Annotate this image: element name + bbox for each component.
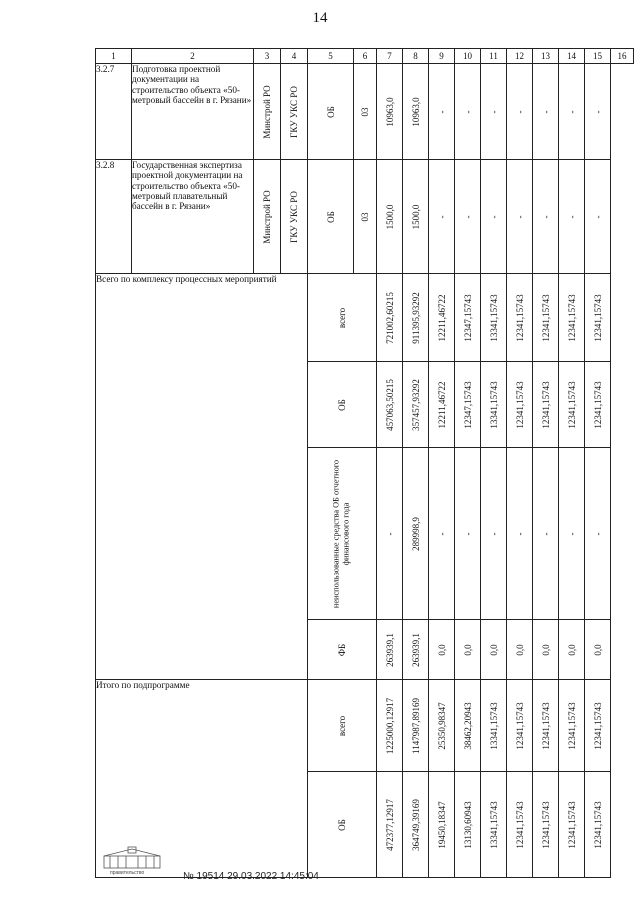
column-number-cell: 15 [585, 49, 611, 64]
column-number-cell: 1 [96, 49, 132, 64]
cell-text: 13341,15743 [488, 380, 499, 429]
cell-text: 0,0 [488, 643, 499, 656]
logo-caption: правительство [110, 870, 145, 876]
cell-text: 472377,12917 [384, 798, 395, 851]
cell-text: 263939,1 [410, 632, 421, 667]
cell-text: - [436, 110, 447, 113]
cell-text: - [592, 215, 603, 218]
document-stamp [183, 871, 319, 882]
value-cell [533, 362, 559, 448]
value-cell [481, 362, 507, 448]
cell-text: 289998,9 [410, 516, 421, 551]
value-cell [403, 448, 429, 620]
value-cell [429, 680, 455, 772]
cell-text: 12341,15743 [592, 701, 603, 750]
cell-text: Минстрой РО [261, 84, 272, 139]
cell-text: - [462, 532, 473, 535]
value-cell [507, 64, 533, 160]
value-cell [533, 160, 559, 274]
value-cell [455, 620, 481, 680]
value-cell [559, 160, 585, 274]
activity-participant [281, 160, 308, 274]
cell-text: 13341,15743 [488, 701, 499, 750]
cell-text: 12341,15743 [592, 800, 603, 849]
value-cell [403, 64, 429, 160]
cell-text: 1500,0 [384, 204, 395, 229]
total-label: Всего по комплексу процессных мероприятий [96, 274, 308, 680]
value-cell [377, 274, 403, 362]
cell-text: 12341,15743 [540, 800, 551, 849]
value-cell [585, 160, 611, 274]
cell-text: - [592, 110, 603, 113]
value-cell [429, 64, 455, 160]
cell-text: - [592, 532, 603, 535]
value-cell [533, 64, 559, 160]
cell-text: 263939,1 [384, 632, 395, 667]
value-cell [559, 620, 585, 680]
cell-text: 721002,60215 [384, 291, 395, 344]
cell-text: 38462,20943 [462, 701, 473, 750]
value-cell [455, 680, 481, 772]
column-number-cell: 14 [559, 49, 585, 64]
cell-text: 0,0 [592, 643, 603, 656]
value-cell [377, 448, 403, 620]
value-cell [455, 64, 481, 160]
activity-name: Государственная экспертиза проектной документации на строительство объекта «50-метровый плавательный бассейн в г. Рязани» [132, 160, 254, 274]
cell-text: всего [336, 715, 347, 736]
value-cell [585, 274, 611, 362]
activity-source [308, 64, 354, 160]
cell-text: - [514, 110, 525, 113]
cell-text: 12341,15743 [592, 380, 603, 429]
cell-text: 12341,15743 [514, 701, 525, 750]
value-cell [507, 362, 533, 448]
cell-text: 1225000,12917 [384, 697, 395, 754]
cell-text: ОБ [336, 398, 347, 411]
value-cell [429, 620, 455, 680]
cell-text: 03 [359, 107, 370, 116]
value-cell [403, 274, 429, 362]
value-cell [455, 160, 481, 274]
value-cell [559, 274, 585, 362]
value-cell [559, 680, 585, 772]
budget-table [95, 48, 634, 878]
value-cell [585, 680, 611, 772]
column-number-row [96, 49, 634, 64]
cell-text: неиспользованные средства ОБ отчетного финансового года [331, 459, 351, 608]
government-logo [98, 846, 168, 876]
value-cell [481, 448, 507, 620]
column-number-cell: 7 [377, 49, 403, 64]
cell-text: 1500,0 [410, 204, 421, 229]
value-cell [481, 772, 507, 878]
value-cell [403, 680, 429, 772]
cell-text: - [462, 215, 473, 218]
cell-text: 12347,15743 [462, 380, 473, 429]
cell-text: - [488, 110, 499, 113]
cell-text: Минстрой РО [261, 189, 272, 244]
value-cell [507, 680, 533, 772]
cell-text: - [566, 215, 577, 218]
cell-text: 12341,15743 [592, 293, 603, 342]
source-label-cell [308, 680, 377, 772]
column-number-cell: 6 [354, 49, 377, 64]
cell-text: ОБ [325, 210, 336, 223]
value-cell [455, 362, 481, 448]
value-cell [429, 160, 455, 274]
value-cell [429, 274, 455, 362]
cell-text: 12341,15743 [540, 380, 551, 429]
cell-text: - [514, 215, 525, 218]
column-number-cell: 8 [403, 49, 429, 64]
cell-text: ФБ [336, 643, 347, 656]
total-label: Итого по подпрограмме [96, 680, 308, 878]
cell-text: - [488, 532, 499, 535]
activity-executor [254, 160, 281, 274]
cell-text: 13341,15743 [488, 293, 499, 342]
cell-text: 457063,50215 [384, 378, 395, 431]
value-cell [455, 772, 481, 878]
value-cell [533, 448, 559, 620]
value-cell [455, 274, 481, 362]
value-cell [377, 362, 403, 448]
value-cell [533, 680, 559, 772]
value-cell [507, 620, 533, 680]
column-number-cell: 9 [429, 49, 455, 64]
cell-text: - [566, 110, 577, 113]
value-cell [559, 772, 585, 878]
cell-text: - [384, 532, 395, 535]
total-row [96, 680, 634, 772]
value-cell [585, 64, 611, 160]
cell-text: 12341,15743 [514, 293, 525, 342]
activity-code [354, 160, 377, 274]
value-cell [507, 772, 533, 878]
cell-text: ОБ [325, 105, 336, 118]
value-cell [559, 362, 585, 448]
cell-text: 13130,60943 [462, 800, 473, 849]
cell-text: - [436, 532, 447, 535]
page-number: 14 [312, 10, 328, 26]
value-cell [403, 772, 429, 878]
cell-text: - [436, 215, 447, 218]
cell-text: 12341,15743 [566, 701, 577, 750]
activity-participant [281, 64, 308, 160]
value-cell [455, 448, 481, 620]
value-cell [533, 620, 559, 680]
source-label-cell [308, 448, 377, 620]
cell-text: 25350,98347 [436, 701, 447, 750]
cell-text: 0,0 [436, 643, 447, 656]
value-cell [377, 772, 403, 878]
value-cell [481, 160, 507, 274]
source-label-cell [308, 620, 377, 680]
cell-text: 12211,46722 [436, 294, 447, 341]
activity-row [96, 160, 634, 274]
value-cell [559, 64, 585, 160]
cell-text: - [514, 532, 525, 535]
cell-text: ГКУ УКС РО [288, 85, 299, 138]
cell-text: 0,0 [514, 643, 525, 656]
value-cell [377, 620, 403, 680]
document-datetime: 29.03.2022 14:45:04 [227, 871, 319, 882]
cell-text: 0,0 [462, 643, 473, 656]
activity-number: 3.2.7 [96, 64, 132, 160]
value-cell [585, 448, 611, 620]
value-cell [429, 448, 455, 620]
source-label-cell [308, 772, 377, 878]
value-cell [377, 64, 403, 160]
total-row [96, 274, 634, 362]
value-cell [403, 620, 429, 680]
document-number: № 19514 [183, 871, 225, 882]
cell-text: 12341,15743 [566, 800, 577, 849]
column-number-cell: 13 [533, 49, 559, 64]
cell-text: - [540, 215, 551, 218]
value-cell [481, 620, 507, 680]
value-cell [481, 274, 507, 362]
cell-text: 0,0 [566, 643, 577, 656]
column-number-cell: 3 [254, 49, 281, 64]
activity-executor [254, 64, 281, 160]
column-number-cell: 11 [481, 49, 507, 64]
source-label-cell [308, 274, 377, 362]
value-cell [507, 274, 533, 362]
cell-text: - [488, 215, 499, 218]
value-cell [481, 64, 507, 160]
activity-number: 3.2.8 [96, 160, 132, 274]
column-number-cell: 4 [281, 49, 308, 64]
cell-text: 12341,15743 [566, 293, 577, 342]
value-cell [429, 362, 455, 448]
cell-text: 12341,15743 [514, 800, 525, 849]
cell-text: 12341,15743 [514, 380, 525, 429]
column-number-cell: 16 [611, 49, 634, 64]
value-cell [429, 772, 455, 878]
value-cell [585, 362, 611, 448]
cell-text: 10963,0 [384, 96, 395, 127]
value-cell [507, 160, 533, 274]
value-cell [585, 772, 611, 878]
cell-text: 12211,46722 [436, 381, 447, 428]
value-cell [559, 448, 585, 620]
cell-text: 10963,0 [410, 96, 421, 127]
value-cell [533, 772, 559, 878]
cell-text: 1147987,89169 [410, 697, 421, 754]
cell-text: 13341,15743 [488, 800, 499, 849]
cell-text: 12347,15743 [462, 293, 473, 342]
cell-text: 03 [359, 212, 370, 221]
cell-text: 911395,93292 [410, 291, 421, 344]
value-cell [507, 448, 533, 620]
value-cell [403, 160, 429, 274]
cell-text: 19450,18347 [436, 800, 447, 849]
source-label-cell [308, 362, 377, 448]
activity-name: Подготовка проектной документации на строительство объекта «50-метровый бассейн в г. Рязани» [132, 64, 254, 160]
activity-row [96, 64, 634, 160]
cell-text: 12341,15743 [566, 380, 577, 429]
cell-text: ГКУ УКС РО [288, 190, 299, 243]
cell-text: ОБ [336, 818, 347, 831]
value-cell [403, 362, 429, 448]
cell-text: - [566, 532, 577, 535]
cell-text: всего [336, 307, 347, 328]
activity-source [308, 160, 354, 274]
value-cell [481, 680, 507, 772]
cell-text: 12341,15743 [540, 293, 551, 342]
value-cell [585, 620, 611, 680]
cell-text: - [462, 110, 473, 113]
activity-code [354, 64, 377, 160]
value-cell [377, 680, 403, 772]
value-cell [377, 160, 403, 274]
cell-text: 357457,93292 [410, 378, 421, 431]
cell-text: - [540, 532, 551, 535]
value-cell [533, 274, 559, 362]
column-number-cell: 12 [507, 49, 533, 64]
cell-text: 364749,39169 [410, 798, 421, 851]
cell-text: 12341,15743 [540, 701, 551, 750]
column-number-cell: 5 [308, 49, 354, 64]
column-number-cell: 2 [132, 49, 254, 64]
cell-text: 0,0 [540, 643, 551, 656]
cell-text: - [540, 110, 551, 113]
column-number-cell: 10 [455, 49, 481, 64]
